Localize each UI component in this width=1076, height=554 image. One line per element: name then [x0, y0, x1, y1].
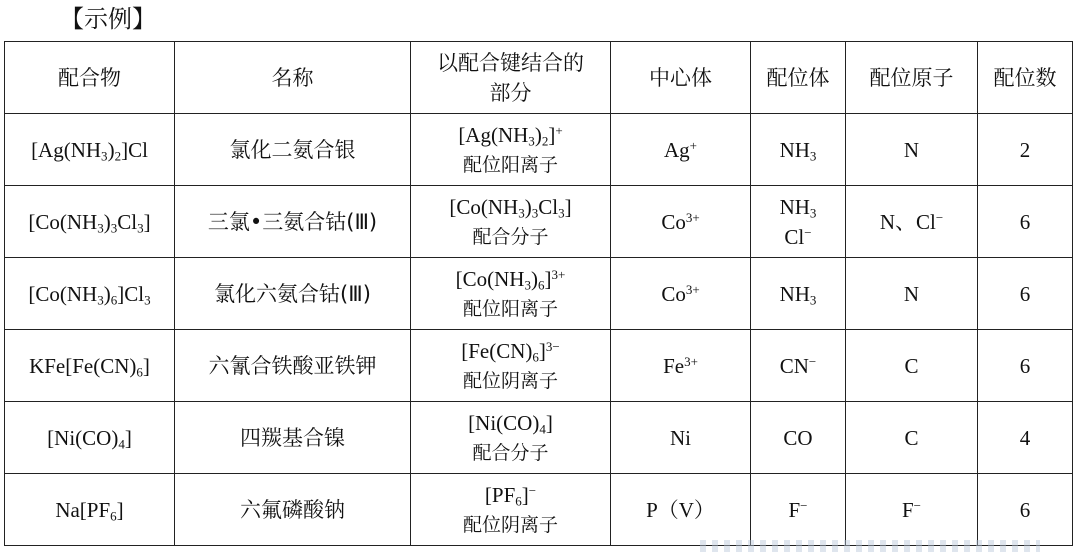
complex-cell: $[Co(NH_3)_6]Cl_3$	[5, 258, 175, 330]
complex-cell: $KFe[Fe(CN)_6]$	[5, 330, 175, 402]
column-header-ligand: 配位体	[751, 42, 846, 114]
coordination-number-cell: 6	[978, 186, 1073, 258]
name-cell: 三氯•三氨合钴(Ⅲ)	[175, 186, 411, 258]
name-cell: 四羰基合镍	[175, 402, 411, 474]
donor-atom-cell: C	[846, 330, 978, 402]
complex-cell: $[Ag(NH_3)_2]Cl$	[5, 114, 175, 186]
ligand-cell: $NH_3$	[751, 258, 846, 330]
column-header-name: 名称	[175, 42, 411, 114]
center-cell: $Co^{3+}$	[611, 186, 751, 258]
donor-atom-cell: N	[846, 258, 978, 330]
table-row	[5, 330, 1073, 402]
column-header-donor-atom: 配位原子	[846, 42, 978, 114]
bonded-part-cell: $[Ni(CO)_4]$ 配合分子	[411, 402, 611, 474]
coordination-number-cell: 6	[978, 258, 1073, 330]
coordination-number-cell: 6	[978, 474, 1073, 546]
table-row	[5, 258, 1073, 330]
donor-atom-cell: N、Cl−	[846, 186, 978, 258]
header-row	[5, 42, 1073, 114]
name-cell: 氯化二氨合银	[175, 114, 411, 186]
ligand-cell: $NH_3$	[751, 114, 846, 186]
table-row	[5, 402, 1073, 474]
name-cell: 六氰合铁酸亚铁钾	[175, 330, 411, 402]
table-row	[5, 186, 1073, 258]
name-cell: 六氟磷酸钠	[175, 474, 411, 546]
donor-atom-cell: F−	[846, 474, 978, 546]
donor-atom-cell: N	[846, 114, 978, 186]
table-row	[5, 474, 1073, 546]
column-header-bonded-part-line2: 部分	[489, 80, 532, 105]
center-cell: P（V）	[611, 474, 751, 546]
bonded-part-cell: $[PF_6]^-$ 配位阴离子	[411, 474, 611, 546]
center-cell: $Co^{3+}$	[611, 258, 751, 330]
coordination-number-cell: 6	[978, 330, 1073, 402]
column-header-center: 中心体	[611, 42, 751, 114]
bonded-part-cell: $[Fe(CN)_6]^{3-}$ 配位阴离子	[411, 330, 611, 402]
section-heading: 【示例】	[60, 5, 156, 33]
column-header-coordination-number: 配位数	[978, 42, 1073, 114]
donor-atom-cell: C	[846, 402, 978, 474]
bonded-part-cell: $[Ag(NH_3)_2]^+$ 配位阳离子	[411, 114, 611, 186]
ligand-cell: F−	[751, 474, 846, 546]
center-cell: Ni	[611, 402, 751, 474]
bonded-part-cell: $[Co(NH_3)_3Cl_3]$ 配合分子	[411, 186, 611, 258]
watermark	[700, 540, 1040, 552]
complex-cell: $Na[PF_6]$	[5, 474, 175, 546]
coordination-number-cell: 4	[978, 402, 1073, 474]
bonded-part-cell: $[Co(NH_3)_6]^{3+}$ 配位阳离子	[411, 258, 611, 330]
ligand-cell: CO	[751, 402, 846, 474]
coordination-compounds-table	[4, 41, 1073, 546]
ligand-cell: $NH_3$ Cl−	[751, 186, 846, 258]
ligand-cell: CN−	[751, 330, 846, 402]
column-header-bonded-part-line1: 以配合键结合的	[437, 50, 584, 75]
center-cell: Ag+	[611, 114, 751, 186]
complex-cell: $[Ni(CO)_4]$	[5, 402, 175, 474]
table-row	[5, 114, 1073, 186]
name-cell: 氯化六氨合钴(Ⅲ)	[175, 258, 411, 330]
complex-cell: $[Co(NH_3)_3Cl_3]$	[5, 186, 175, 258]
center-cell: $Fe^{3+}$	[611, 330, 751, 402]
column-header-complex: 配合物	[5, 42, 175, 114]
coordination-number-cell: 2	[978, 114, 1073, 186]
column-header-bonded-part	[411, 42, 611, 114]
